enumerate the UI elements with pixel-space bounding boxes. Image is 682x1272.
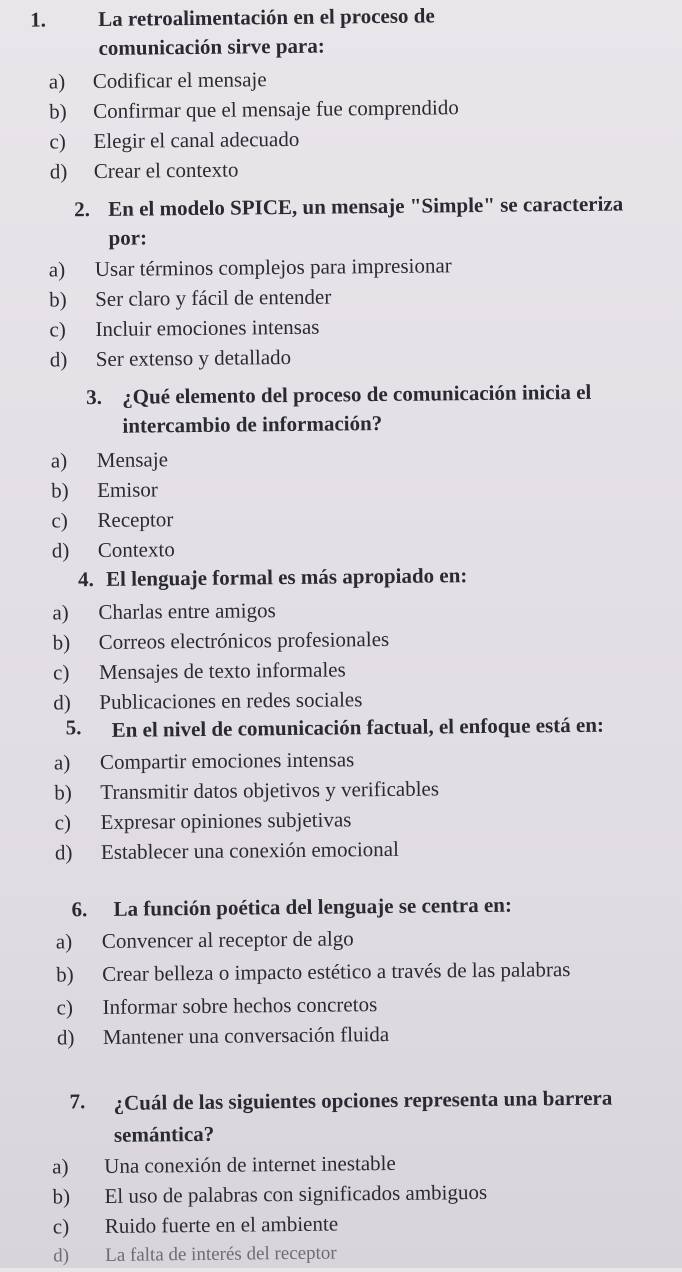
question-heading: [4, 377, 682, 442]
option-d: [9, 831, 682, 868]
question-number: 3.: [86, 384, 103, 410]
question-heading: [9, 889, 682, 925]
question-text: En el modelo SPICE, un mensaje "Simple" se caracteriza por:: [108, 191, 624, 250]
option-text: El uso de palabras con significados ambiguos: [104, 1179, 488, 1208]
question-heading: [11, 1081, 682, 1152]
option-text: Informar sobre hechos concretos: [102, 992, 378, 1019]
option-letter: a): [55, 929, 73, 954]
option-text: Transmitir datos objetivos y verificables: [100, 776, 440, 804]
question-4: [6, 559, 682, 718]
option-text: Contexto: [97, 537, 175, 563]
option-text: Confirmar que el mensaje fue comprendido: [93, 95, 459, 124]
question-number: 2.: [74, 197, 91, 222]
question-number: 7.: [69, 1089, 86, 1114]
option-text: Crear el contexto: [93, 157, 239, 184]
option-letter: b): [54, 780, 72, 805]
question-number: 6.: [71, 897, 88, 922]
option-letter: a): [48, 69, 66, 94]
option-text: Ruido fuerte en el ambiente: [104, 1211, 339, 1238]
option-letter: c): [49, 317, 66, 342]
question-1: [0, 0, 682, 187]
option-letter: c): [51, 508, 68, 533]
option-letter: a): [52, 600, 69, 625]
option-text: Correos electrónicos profesionales: [98, 626, 390, 655]
option-text: Usar términos complejos para impresionar: [94, 253, 452, 282]
option-text: Convencer al receptor de algo: [101, 926, 354, 953]
question-3: [4, 377, 682, 566]
option-letter: d): [54, 840, 73, 865]
option-text: Emisor: [97, 477, 158, 503]
option-d: [11, 1016, 682, 1053]
question-5: [7, 707, 682, 868]
question-2: [2, 189, 682, 375]
option-letter: d): [51, 538, 70, 563]
option-letter: a): [52, 1154, 69, 1179]
question-number: 1.: [30, 7, 47, 32]
option-letter: c): [56, 995, 74, 1020]
option-d: [4, 338, 682, 375]
option-letter: c): [52, 660, 70, 685]
question-text: ¿Cuál de las siguientes opciones representa una barrera semántica?: [113, 1085, 613, 1147]
option-d: [13, 1235, 682, 1272]
option-letter: c): [52, 1214, 70, 1239]
question-heading: [2, 189, 682, 254]
option-text: Elegir el canal adecuado: [93, 126, 300, 154]
option-text: Codificar el mensaje: [92, 67, 267, 94]
option-letter: b): [52, 1184, 71, 1209]
option-d: [2, 150, 682, 187]
option-letter: d): [53, 1245, 70, 1267]
question-number: 5.: [65, 715, 82, 740]
option-text: Receptor: [97, 507, 174, 533]
option-text: Ser claro y fácil de entender: [95, 284, 332, 312]
option-letter: d): [53, 690, 71, 715]
option-text: Mantener una conversación fluida: [102, 1021, 390, 1049]
option-letter: b): [49, 287, 67, 312]
question-text: En el nivel de comunicación factual, el enfoque está en:: [111, 712, 605, 742]
option-text: Una conexión de internet inestable: [104, 1150, 396, 1178]
option-text: Compartir emociones intensas: [99, 747, 355, 774]
option-letter: c): [54, 810, 72, 835]
option-text: Publicaciones en redes sociales: [99, 687, 363, 714]
option-text: Expresar opiniones subjetivas: [100, 807, 352, 834]
option-letter: a): [48, 257, 66, 282]
question-text: ¿Qué elemento del proceso de comunicación inicia el intercambio de información?: [122, 379, 592, 438]
question-heading: [6, 559, 682, 595]
option-letter: d): [49, 159, 68, 184]
option-text: Mensaje: [96, 447, 169, 473]
option-text: La falta de interés del receptor: [105, 1242, 337, 1266]
option-text: Charlas entre amigos: [98, 598, 276, 625]
option-letter: a): [50, 448, 68, 473]
option-letter: c): [49, 129, 66, 154]
option-letter: b): [52, 630, 71, 655]
option-text: Ser extenso y detallado: [95, 344, 292, 372]
question-6: [9, 889, 682, 1053]
option-letter: d): [49, 347, 68, 372]
option-text: Incluir emociones intensas: [95, 314, 320, 342]
option-text: Mensajes de texto informales: [98, 657, 346, 684]
option-letter: b): [49, 99, 67, 124]
option-letter: d): [56, 1025, 75, 1050]
question-text: La retroalimentación en el proceso de comunicación sirve para:: [98, 3, 435, 60]
option-text: Crear belleza o impacto estético a través de las palabras: [102, 957, 571, 986]
question-text: La función poética del lenguaje se centra en:: [113, 892, 513, 921]
question-text: El lenguaje formal es más apropiado en:: [105, 563, 468, 591]
question-number: 4.: [77, 567, 94, 592]
question-heading: [0, 0, 682, 64]
option-text: Establecer una conexión emocional: [100, 836, 400, 864]
option-letter: b): [56, 962, 74, 987]
option-letter: a): [53, 750, 71, 775]
question-7: [11, 1081, 682, 1272]
option-letter: b): [51, 478, 69, 503]
